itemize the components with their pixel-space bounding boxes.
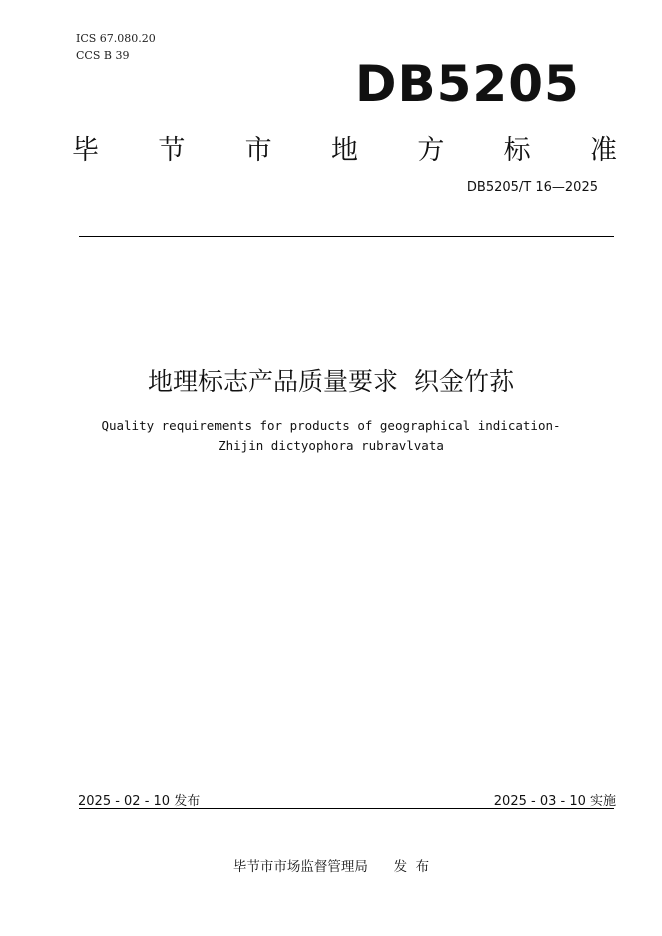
ics-code: ICS 67.080.20: [76, 32, 156, 45]
issue-date: 2025 - 02 - 10 发布: [78, 794, 201, 809]
top-divider: [79, 236, 614, 237]
bottom-divider: [79, 808, 614, 809]
title-chinese: 地理标志产品质量要求 织金竹荪: [148, 367, 514, 396]
db-logo: DB5205: [355, 55, 580, 113]
title-english-line2: Zhijin dictyophora rubravlvata: [218, 438, 444, 453]
ccs-code: CCS B 39: [76, 49, 130, 62]
standard-number: DB5205/T 16—2025: [466, 180, 598, 195]
org-title-char: 节: [158, 135, 186, 166]
issuing-authority: 毕节市市场监督管理局 发 布: [232, 859, 430, 875]
org-title-char: 市: [244, 135, 272, 166]
org-title-char: 准: [589, 135, 617, 166]
org-title-char: 标: [503, 135, 531, 166]
org-title: [72, 128, 617, 167]
org-title-char: 地: [330, 135, 358, 166]
org-title-char: 毕: [72, 135, 99, 166]
org-title-char: 方: [417, 135, 445, 166]
implementation-date: 2025 - 03 - 10 实施: [493, 794, 616, 809]
title-english-line1: Quality requirements for products of geographical indication-: [101, 418, 561, 433]
